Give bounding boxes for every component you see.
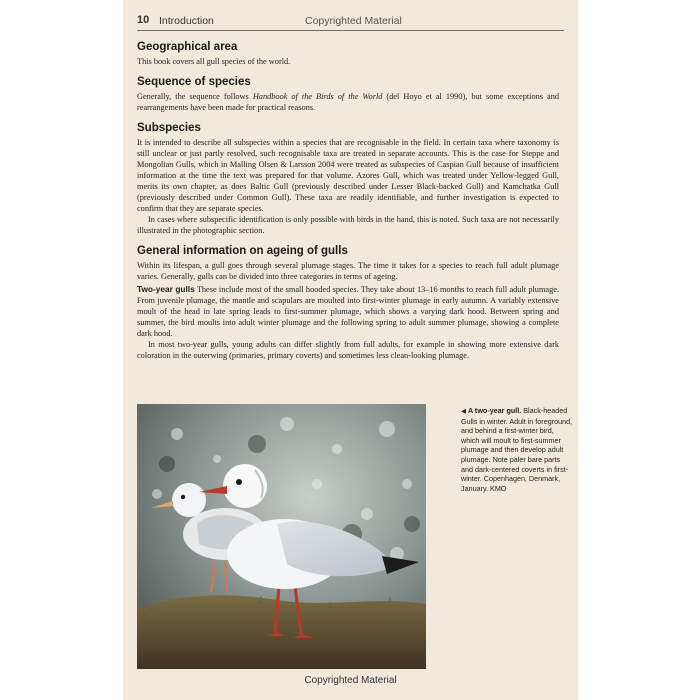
paragraph: This book covers all gull species of the world. (137, 57, 291, 66)
section-heading: Sequence of species (137, 76, 251, 88)
paragraph (137, 91, 559, 113)
paragraph (137, 284, 559, 339)
book-page (123, 0, 578, 700)
section-subspecies (137, 121, 559, 236)
running-head (137, 14, 564, 31)
section-geographical-area (137, 40, 559, 67)
caption-text: Black-headed Gulls in winter. Adult in foreground, and behind a first-winter bird, which will moult to first-summer plumage and then develop adult plumage. Note paler bare parts and dark-centered coverts in first-winter. Copenhagen, Denmark, January. KMO (461, 406, 573, 493)
gull-photo (137, 404, 426, 669)
copyright-watermark-bottom: Copyrighted Material (304, 675, 397, 686)
copyright-watermark-top: Copyrighted Material (305, 15, 402, 27)
left-pointer-icon: ◀ (461, 408, 466, 415)
runin-heading: Two-year gulls (137, 284, 195, 294)
page-body (137, 40, 559, 369)
gull-photo-illustration (137, 404, 426, 669)
text-run: These include most of the small hooded species. They take about 13–16 months to reach full adult plumage. From juvenile plumage, the mantle and scapulars are moulted into first-winter plumage in early autumn. A variably extensive moult of the head in late spring leads to first-summer plumage, which shows a varying dark hood. Between spring and summer, the bird moults into adult winter plumage and the following spring to adult summer plumage, showing a complete dark hood. (137, 285, 559, 338)
section-ageing (137, 244, 559, 361)
chapter-title: Introduction (159, 15, 214, 27)
text-run: Generally, the sequence follows (137, 92, 253, 101)
section-sequence-of-species (137, 75, 559, 113)
section-heading: Subspecies (137, 122, 201, 134)
book-title: Handbook of the Birds of the World (252, 92, 383, 101)
section-heading: General information on ageing of gulls (137, 245, 348, 257)
photo-caption (461, 406, 573, 493)
paragraph: In cases where subspecific identification is only possible with birds in the hand, this is noted. Such taxa are not necessarily illustrated in the photographic section. (137, 215, 559, 235)
paragraph: In most two-year gulls, young adults can differ slightly from full adults, for example in showing more extensive dark coloration in the outerwing (primaries, primary coverts) and sometimes less clean-looking plumage. (137, 340, 559, 360)
caption-lead: A two-year gull. (468, 406, 522, 415)
page-number: 10 (137, 14, 150, 26)
text-run: (del Hoyo et al 1990), but some exceptions and rearrangements have been made for practical reasons. (137, 92, 559, 112)
paragraph: Within its lifespan, a gull goes through several plumage stages. The time it takes for a species to reach full adult plumage varies. Generally, gulls can be divided into three categories in terms of ageing. (137, 261, 559, 281)
paragraph: It is intended to describe all subspecies within a species that are recognisable in the field. In certain taxa where taxonomy is still unclear or just partly resolved, such recognisable taxa are treated in separate accounts. This is the case for Steppe and Mongolian Gulls, which in Malling Olsen & Larsson 2004 were treated as subspecies of Caspian Gull because of insufficient information at the time the text was prepared for that volume. Azores Gull, which was treated under Yellow-legged Gull, merits its own chapter, as does Baltic Gull (previously described under Lesser Black-backed Gull) and Kamchatka Gull (previously described under Common Gull). These taxa are readily identifiable, and further investigation is expected to confirm that they are separate species. (137, 138, 559, 213)
section-heading: Geographical area (137, 41, 238, 53)
